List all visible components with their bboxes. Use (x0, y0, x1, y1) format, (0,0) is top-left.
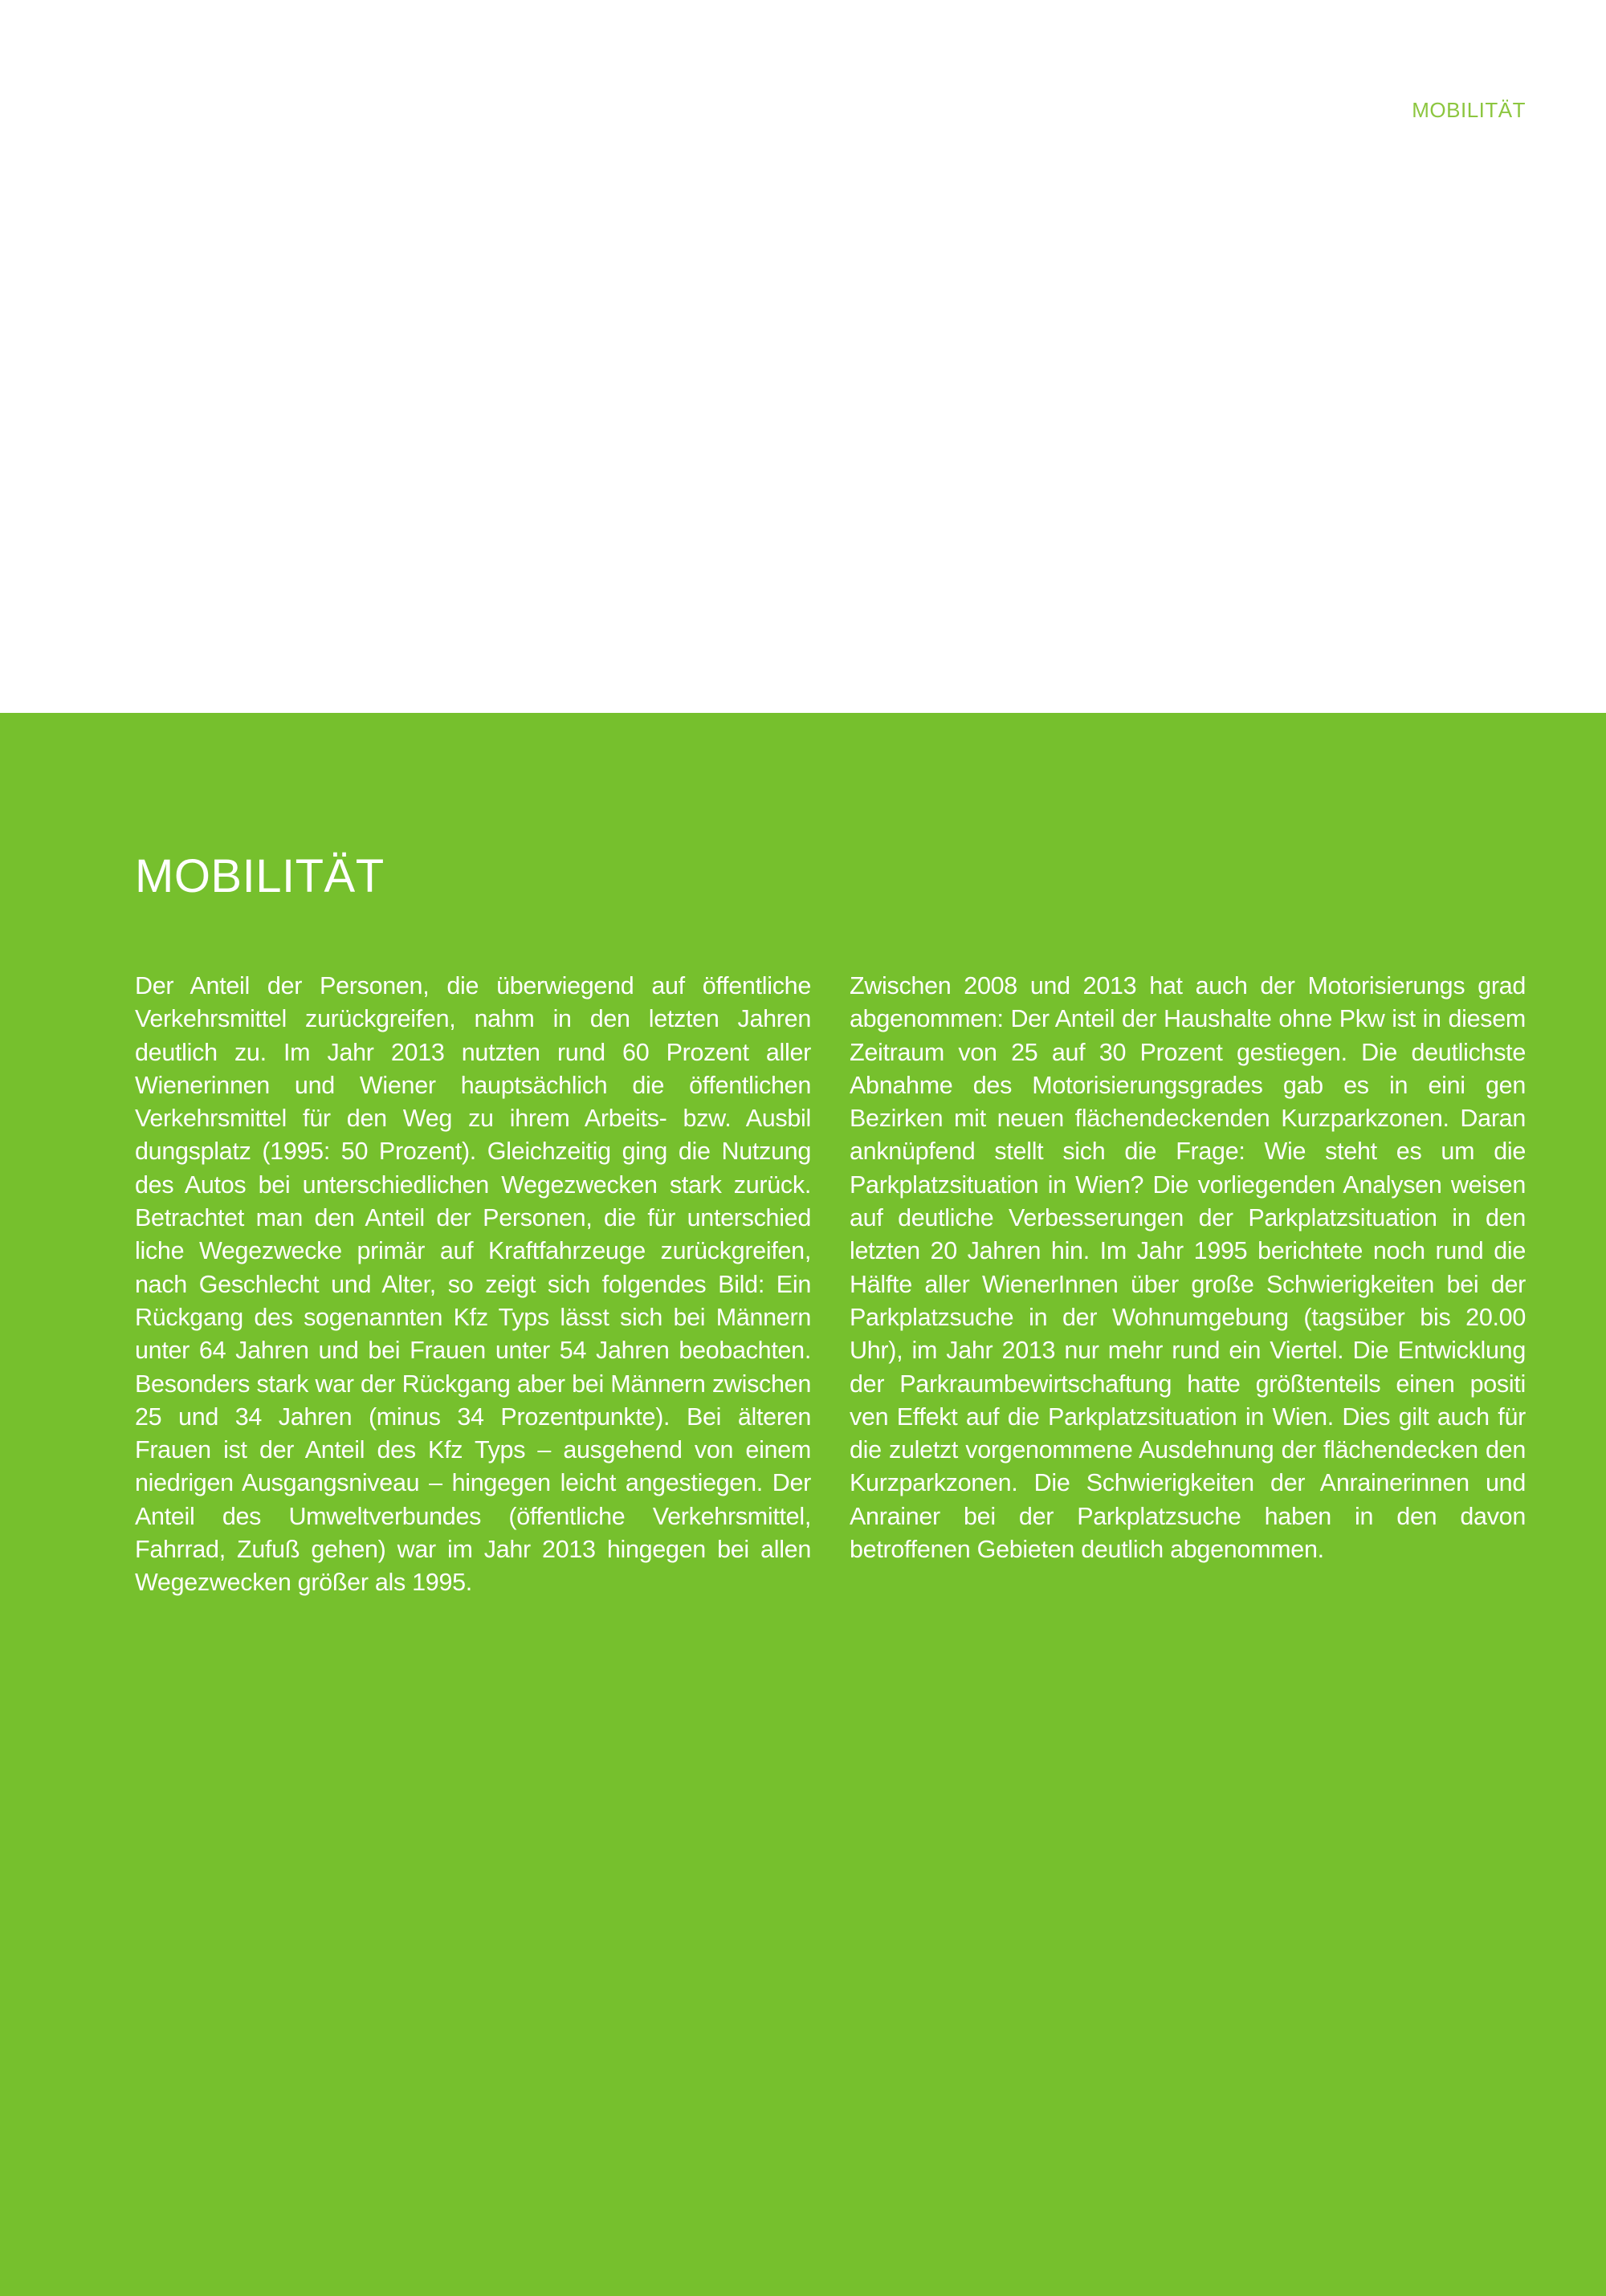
section-title: MOBILITÄT (135, 850, 385, 902)
running-header: MOBILITÄT (1412, 98, 1526, 122)
body-text-column-right: Zwischen 2008 und 2013 hat auch der Motorisierungs grad abgenommen: Der Anteil der Haushalte ohne Pkw ist in diesem Zeitraum von 25 auf 30 Prozent gestiegen. Die deutlichste Abnahme des Motorisierungsgrades gab es in eini gen Bezirken mit neuen flächendeckenden Kurzparkzonen. Daran anknüpfend stellt sich die Frage: Wie steht es um die Parkplatzsituation in Wien? Die vorliegenden Analysen weisen auf deutliche Verbesserungen der Parkplatzsituation in den letzten 20 Jahren hin. Im Jahr 1995 berichtete noch rund die Hälfte aller WienerInnen über große Schwierigkeiten bei der Parkplatzsuche in der Wohnumgebung (tagsüber bis 20.00 Uhr), im Jahr 2013 nur mehr rund ein Viertel. Die Entwicklung der Parkraumbewirtschaftung hatte größtenteils einen positi ven Effekt auf die Parkplatzsituation in Wien. Dies gilt auch für die zuletzt vorgenommene Ausdehnung der flächendecken den Kurzparkzonen. Die Schwierigkeiten der Anrainerinnen und Anrainer bei der Parkplatzsuche haben in den davon betroffenen Gebieten deutlich abgenommen. (850, 972, 1526, 1564)
body-text-column-left: Der Anteil der Personen, die überwiegend auf öffentliche Verkehrsmittel zurückgreifen, nahm in den letzten Jahren deutlich zu. Im Jahr 2013 nutzten rund 60 Prozent aller Wienerinnen und Wiener hauptsächlich die öffentlichen Verkehrsmittel für den Weg zu ihrem Arbeits- bzw. Ausbil dungsplatz (1995: 50 Prozent). Gleichzeitig ging die Nutzung des Autos bei unterschiedlichen Wegezwecken stark zurück. Betrachtet man den Anteil der Personen, die für unterschied liche Wegezwecke primär auf Kraftfahrzeuge zurückgreifen, nach Geschlecht und Alter, so zeigt sich folgendes Bild: Ein Rückgang des sogenannten Kfz Typs lässt sich bei Männern unter 64 Jahren und bei Frauen unter 54 Jahren beobachten. Besonders stark war der Rückgang aber bei Männern zwischen 25 und 34 Jahren (minus 34 Prozentpunkte). Bei älteren Frauen ist der Anteil des Kfz Typs – ausgehend von einem niedrigen Ausgangsniveau – hingegen leicht angestiegen. Der Anteil des Umweltverbundes (öffentliche Verkehrsmittel, Fahrrad, Zufuß gehen) war im Jahr 2013 hingegen bei allen Wegezwecken größer als 1995. (135, 972, 811, 1597)
